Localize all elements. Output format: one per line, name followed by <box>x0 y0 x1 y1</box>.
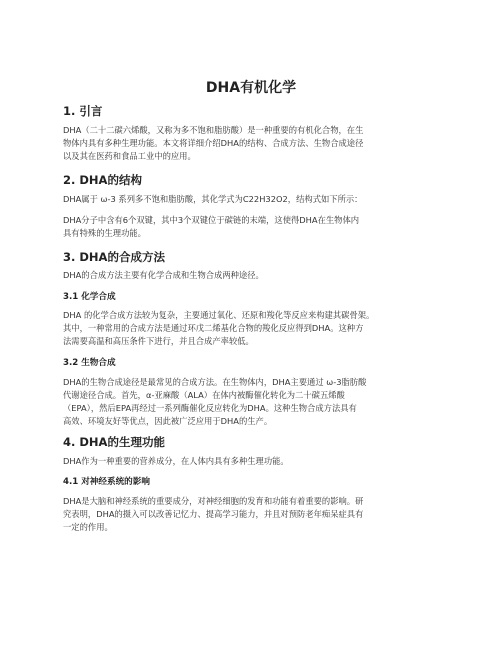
text-line: DHA（二十二碳六烯酸，又称为多不饱和脂肪酸）是一种重要的有机化合物，在生 <box>63 125 364 135</box>
text-line: DHA的生物合成途径是最常见的合成方法。在生物体内，DHA主要通过 ω-3脂肪酸 <box>63 377 367 387</box>
text-line: 法需要高温和高压条件下进行，并且合成产率较低。 <box>63 336 254 346</box>
text-line: 其中，一种常用的合成方法是通过环戊二烯基化合物的羧化反应得到DHA。这种方 <box>63 323 364 333</box>
paragraph-structure-formula <box>63 193 441 206</box>
heading-nervous-system: 4.1 对神经系统的影响 <box>63 477 150 487</box>
heading-biosynthesis: 3.2 生物合成 <box>63 358 116 368</box>
text-line: 究表明，DHA的摄入可以改善记忆力、提高学习能力，并且对预防老年痴呆症具有 <box>63 509 364 519</box>
paragraph-structure-bonds <box>63 214 441 240</box>
text-line: DHA属于 ω-3 系列多不饱和脂肪酸，其化学式为C22H32O2，结构式如下所示： <box>63 194 363 204</box>
heading-synthesis: 3. DHA的合成方法 <box>63 250 165 264</box>
text-line: DHA作为一种重要的营养成分，在人体内具有多种生理功能。 <box>63 456 289 466</box>
text-line: （EPA），然后EPA再经过一系列酶催化反应转化为DHA。这种生物合成方法具有 <box>63 403 357 413</box>
heading-physiological-function: 4. DHA的生理功能 <box>63 435 165 449</box>
heading-chemical-synthesis: 3.1 化学合成 <box>63 292 116 302</box>
paragraph-synthesis-overview <box>63 269 441 282</box>
text-line: DHA分子中含有6个双键，其中3个双键位于碳链的末端，这使得DHA在生物体内 <box>63 215 360 225</box>
paragraph-biosynthesis <box>63 376 441 428</box>
text-line: 以及其在医药和食品工业中的应用。 <box>63 151 196 161</box>
heading-structure: 2. DHA的结构 <box>63 173 142 187</box>
text-line: DHA 的化学合成方法较为复杂，主要通过氧化、还原和羧化等反应来构建其碳骨架。 <box>63 310 375 320</box>
text-line: 一定的作用。 <box>63 522 113 532</box>
paragraph-introduction <box>63 124 441 163</box>
text-line: 物体内具有多种生理功能。本文将详细介绍DHA的结构、合成方法、生物合成途径 <box>63 138 364 148</box>
heading-introduction: 1. 引言 <box>63 104 103 118</box>
text-line: DHA的合成方法主要有化学合成和生物合成两种途径。 <box>63 270 264 280</box>
text-line: 代谢途径合成。首先，α-亚麻酸（ALA）在体内被酶催化转化为二十碳五烯酸 <box>63 390 345 400</box>
paragraph-chemical-synthesis <box>63 309 441 348</box>
paragraph-function-overview <box>63 455 441 468</box>
document-title: DHA有机化学 <box>205 80 297 96</box>
text-line: 高效、环境友好等优点，因此被广泛应用于DHA的生产。 <box>63 416 273 426</box>
text-line: DHA是大脑和神经系统的重要成分，对神经细胞的发育和功能有着重要的影响。研 <box>63 496 364 506</box>
text-line: 具有特殊的生理功能。 <box>63 228 146 238</box>
paragraph-nervous-system <box>63 495 441 534</box>
